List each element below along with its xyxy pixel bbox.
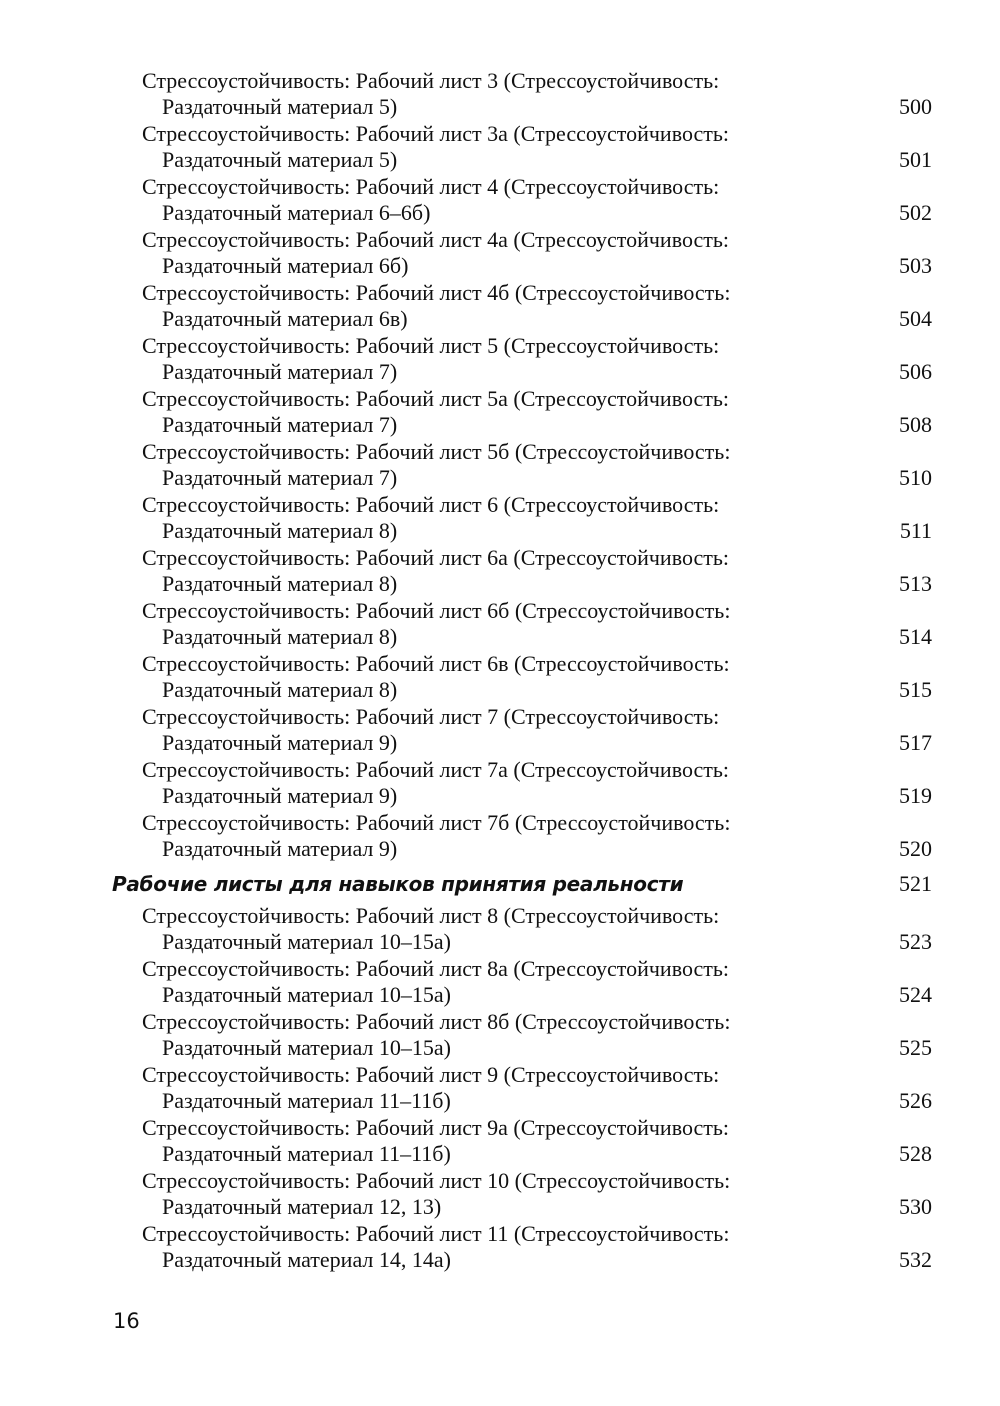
toc-entry <box>0 386 1000 439</box>
entry-line-1: Стрессоустойчивость: Рабочий лист 6в (Стрессоустойчивость: <box>142 651 730 676</box>
entry-line-1: Стрессоустойчивость: Рабочий лист 7а (Стрессоустойчивость: <box>142 757 730 782</box>
entry-line-2: Раздаточный материал 9) <box>162 783 398 808</box>
entry-page-number: 528 <box>899 1141 932 1166</box>
section-page-number: 521 <box>899 871 932 896</box>
entry-line-2: Раздаточный материал 8) <box>162 624 398 649</box>
toc-entry <box>0 439 1000 492</box>
entry-line-1: Стрессоустойчивость: Рабочий лист 5а (Стрессоустойчивость: <box>142 386 730 411</box>
entry-line-1: Стрессоустойчивость: Рабочий лист 8а (Стрессоустойчивость: <box>142 956 730 981</box>
toc-entry <box>0 651 1000 704</box>
entry-line-1: Стрессоустойчивость: Рабочий лист 9 (Стрессоустойчивость: <box>142 1062 720 1087</box>
entry-page-number: 524 <box>899 982 932 1007</box>
entry-line-2: Раздаточный материал 12, 13) <box>162 1194 442 1219</box>
entry-line-1: Стрессоустойчивость: Рабочий лист 5б (Стрессоустойчивость: <box>142 439 731 464</box>
toc-entry <box>0 280 1000 333</box>
entry-line-2: Раздаточный материал 7) <box>162 465 398 490</box>
toc-entry <box>0 903 1000 956</box>
entry-line-2: Раздаточный материал 8) <box>162 518 398 543</box>
toc-section-heading <box>0 863 1000 903</box>
entry-line-2: Раздаточный материал 10–15а) <box>162 929 451 954</box>
entry-page-number: 532 <box>899 1247 932 1272</box>
entry-line-1: Стрессоустойчивость: Рабочий лист 6 (Стрессоустойчивость: <box>142 492 720 517</box>
entry-line-1: Стрессоустойчивость: Рабочий лист 10 (Стрессоустойчивость: <box>142 1168 731 1193</box>
entry-page-number: 515 <box>899 677 932 702</box>
entry-line-2: Раздаточный материал 11–11б) <box>162 1141 451 1166</box>
entry-line-2: Раздаточный материал 9) <box>162 836 398 861</box>
toc-entry <box>0 810 1000 863</box>
entry-line-2: Раздаточный материал 5) <box>162 94 398 119</box>
entry-line-1: Стрессоустойчивость: Рабочий лист 3 (Стрессоустойчивость: <box>142 68 720 93</box>
entry-line-1: Стрессоустойчивость: Рабочий лист 4 (Стрессоустойчивость: <box>142 174 720 199</box>
entry-line-1: Стрессоустойчивость: Рабочий лист 9а (Стрессоустойчивость: <box>142 1115 730 1140</box>
entry-page-number: 523 <box>899 929 932 954</box>
entry-page-number: 513 <box>899 571 932 596</box>
toc-entry <box>0 1168 1000 1221</box>
toc-entry <box>0 545 1000 598</box>
entry-page-number: 525 <box>899 1035 932 1060</box>
entry-page-number: 508 <box>899 412 932 437</box>
entry-page-number: 504 <box>899 306 932 331</box>
entry-line-2: Раздаточный материал 11–11б) <box>162 1088 451 1113</box>
entry-page-number: 517 <box>899 730 932 755</box>
entry-line-2: Раздаточный материал 5) <box>162 147 398 172</box>
entry-page-number: 503 <box>899 253 932 278</box>
entry-line-2: Раздаточный материал 10–15а) <box>162 982 451 1007</box>
toc-entries-group <box>0 68 1000 863</box>
toc-entry <box>0 227 1000 280</box>
entry-page-number: 519 <box>899 783 932 808</box>
entry-line-2: Раздаточный материал 10–15а) <box>162 1035 451 1060</box>
entry-line-2: Раздаточный материал 7) <box>162 412 398 437</box>
entry-line-1: Стрессоустойчивость: Рабочий лист 4б (Стрессоустойчивость: <box>142 280 731 305</box>
toc-entry <box>0 598 1000 651</box>
entry-page-number: 530 <box>899 1194 932 1219</box>
toc-entries-group <box>0 903 1000 1274</box>
page-folio: 16 <box>113 1309 140 1333</box>
entry-line-2: Раздаточный материал 8) <box>162 677 398 702</box>
toc-entry <box>0 757 1000 810</box>
entry-page-number: 520 <box>899 836 932 861</box>
entry-page-number: 506 <box>899 359 932 384</box>
entry-line-2: Раздаточный материал 6б) <box>162 253 409 278</box>
toc-entry <box>0 492 1000 545</box>
entry-line-2: Раздаточный материал 9) <box>162 730 398 755</box>
entry-line-1: Стрессоустойчивость: Рабочий лист 3а (Стрессоустойчивость: <box>142 121 730 146</box>
toc-entry <box>0 1221 1000 1274</box>
toc-entry <box>0 1115 1000 1168</box>
entry-page-number: 501 <box>899 147 932 172</box>
toc-entry <box>0 68 1000 121</box>
entry-line-1: Стрессоустойчивость: Рабочий лист 7б (Стрессоустойчивость: <box>142 810 731 835</box>
entry-line-2: Раздаточный материал 6в) <box>162 306 408 331</box>
entry-line-1: Стрессоустойчивость: Рабочий лист 5 (Стрессоустойчивость: <box>142 333 720 358</box>
entry-line-1: Стрессоустойчивость: Рабочий лист 7 (Стрессоустойчивость: <box>142 704 720 729</box>
entry-line-1: Стрессоустойчивость: Рабочий лист 6б (Стрессоустойчивость: <box>142 598 731 623</box>
entry-line-1: Стрессоустойчивость: Рабочий лист 11 (Стрессоустойчивость: <box>142 1221 730 1246</box>
toc-entry <box>0 1009 1000 1062</box>
entry-page-number: 500 <box>899 94 932 119</box>
section-title: Рабочие листы для навыков принятия реальности <box>112 872 684 896</box>
toc-entry <box>0 333 1000 386</box>
entry-line-2: Раздаточный материал 6–6б) <box>162 200 431 225</box>
toc-entry <box>0 121 1000 174</box>
entry-line-2: Раздаточный материал 8) <box>162 571 398 596</box>
entry-page-number: 526 <box>899 1088 932 1113</box>
entry-line-1: Стрессоустойчивость: Рабочий лист 8 (Стрессоустойчивость: <box>142 903 720 928</box>
toc-entry <box>0 1062 1000 1115</box>
toc-entry <box>0 956 1000 1009</box>
entry-line-1: Стрессоустойчивость: Рабочий лист 6а (Стрессоустойчивость: <box>142 545 730 570</box>
entry-line-2: Раздаточный материал 14, 14а) <box>162 1247 451 1272</box>
entry-line-1: Стрессоустойчивость: Рабочий лист 8б (Стрессоустойчивость: <box>142 1009 731 1034</box>
toc-entry <box>0 704 1000 757</box>
entry-page-number: 502 <box>899 200 932 225</box>
entry-line-2: Раздаточный материал 7) <box>162 359 398 384</box>
entry-line-1: Стрессоустойчивость: Рабочий лист 4а (Стрессоустойчивость: <box>142 227 730 252</box>
entry-page-number: 514 <box>899 624 932 649</box>
toc-entry <box>0 174 1000 227</box>
entry-page-number: 510 <box>899 465 932 490</box>
table-of-contents <box>0 68 1000 1274</box>
entry-page-number: 511 <box>899 518 932 543</box>
